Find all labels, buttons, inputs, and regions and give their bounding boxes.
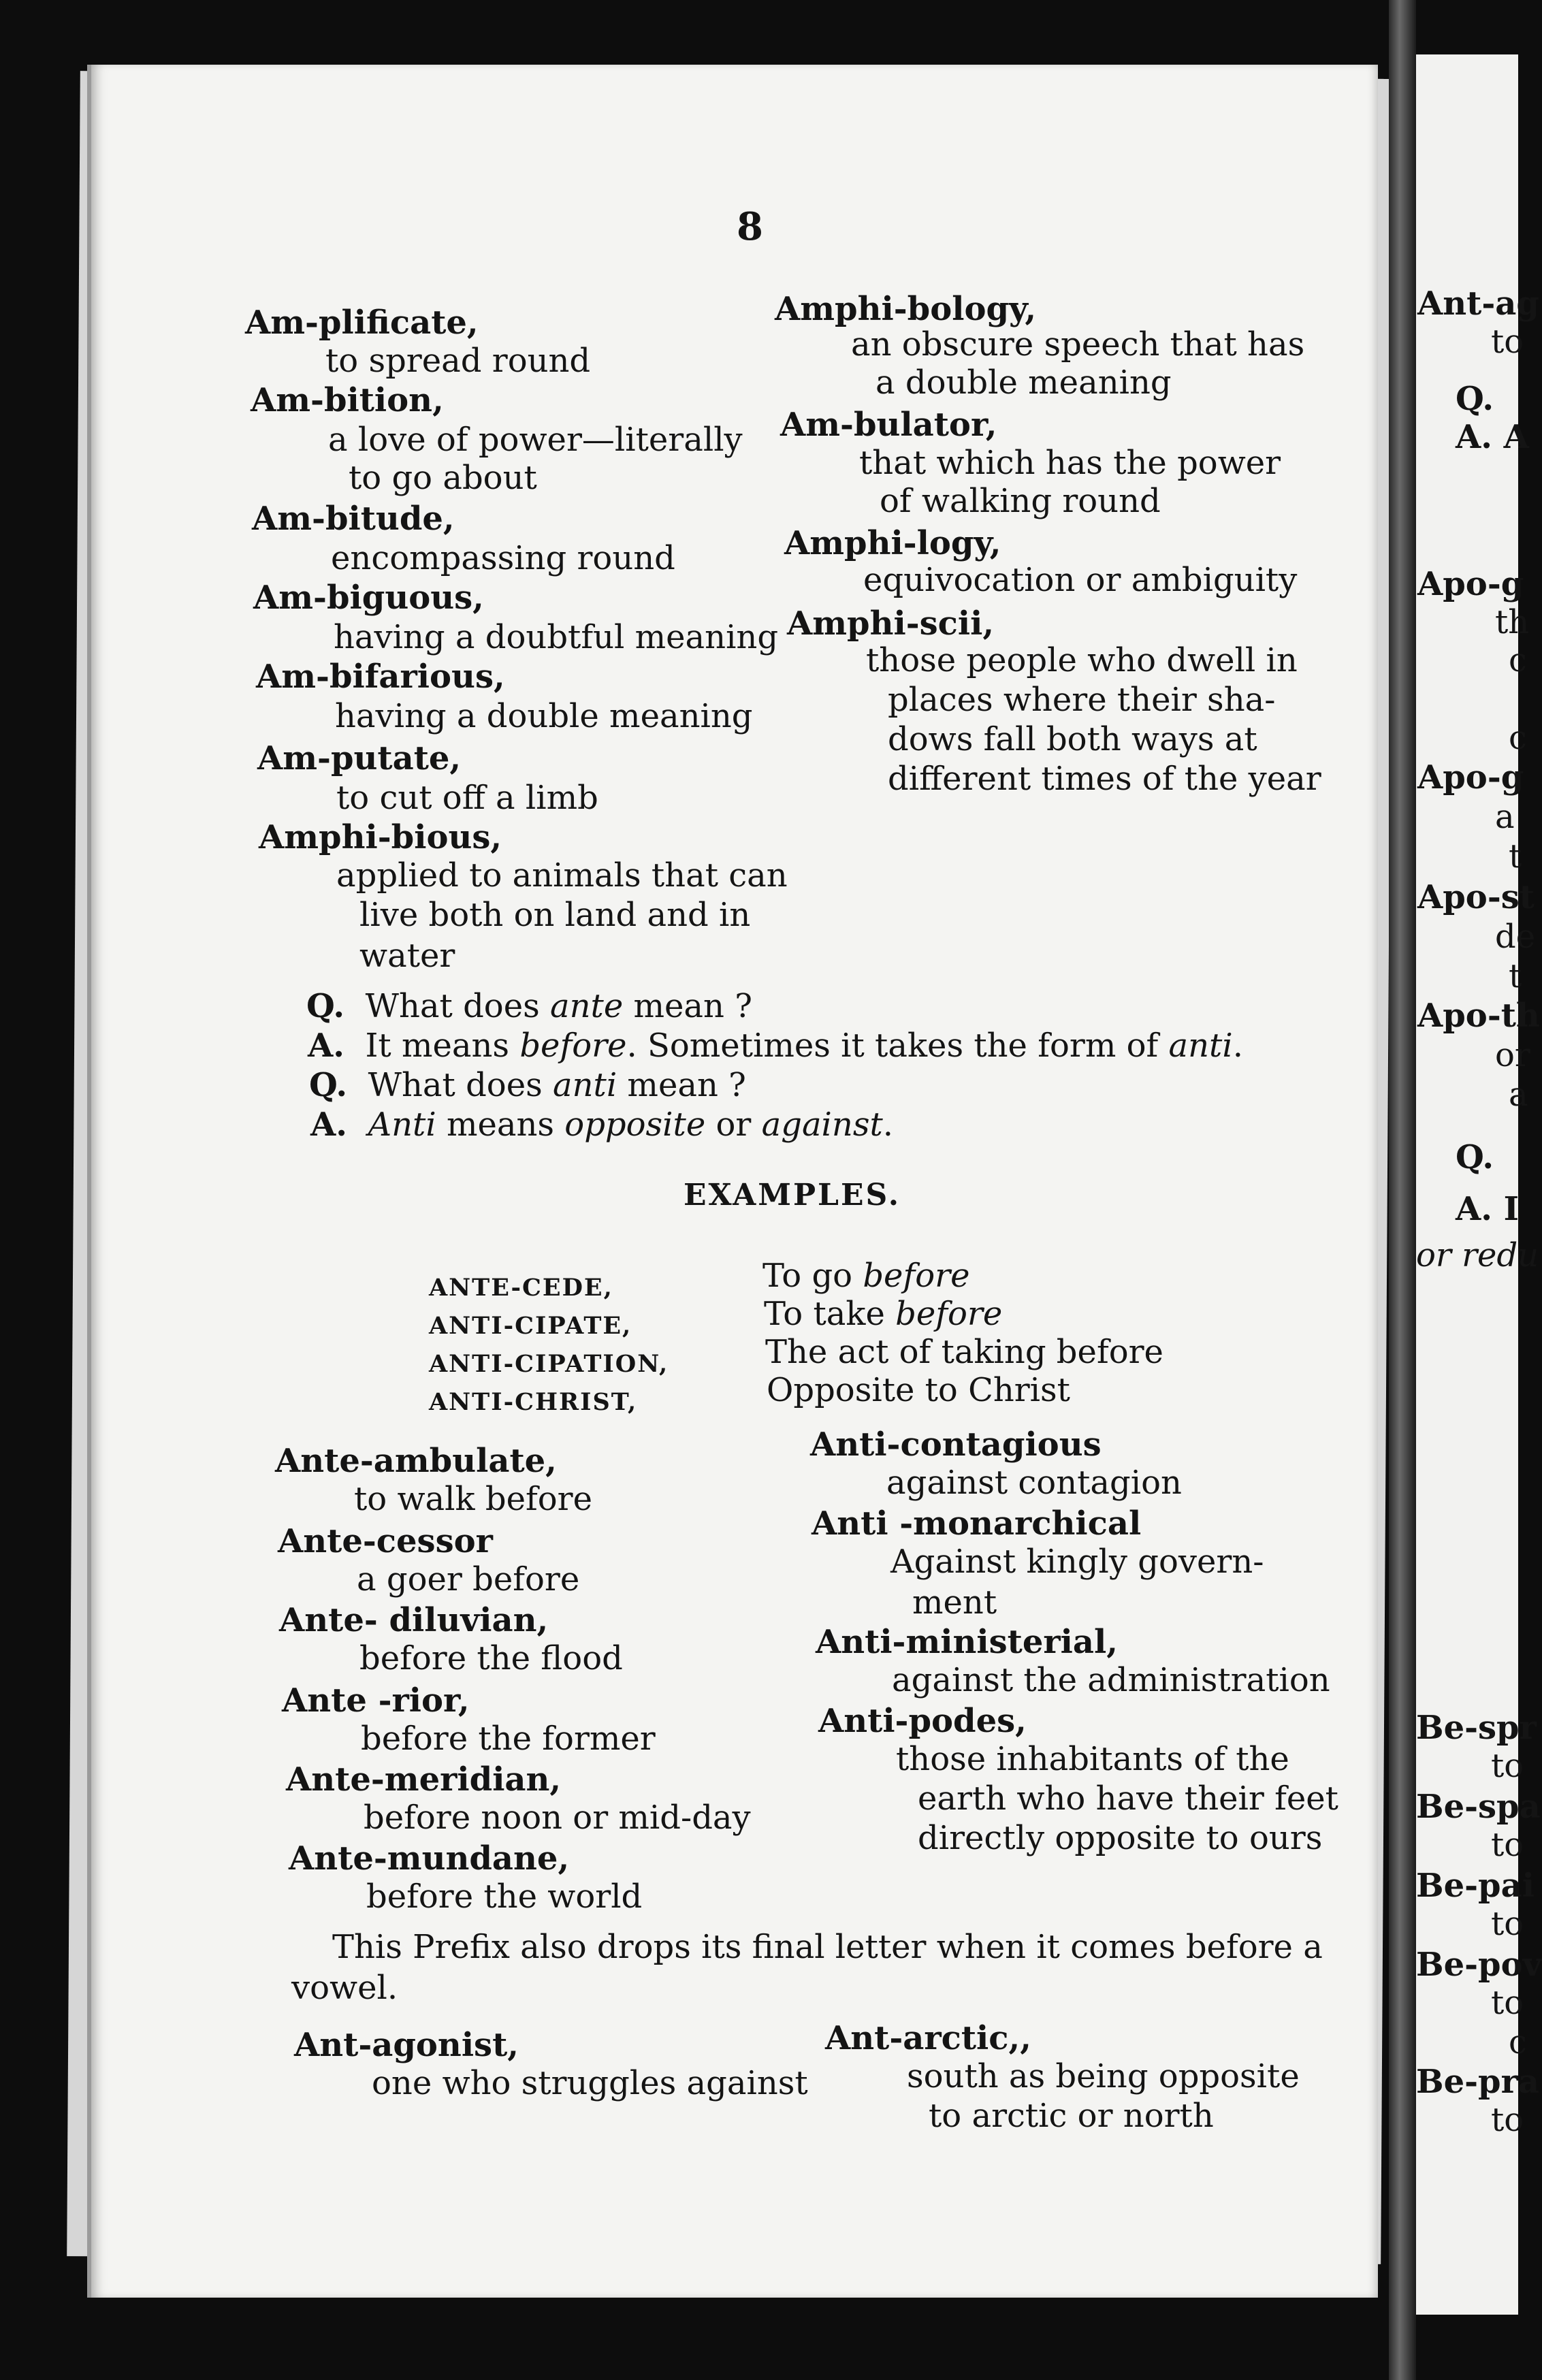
entry-definition: earth who have their feet bbox=[918, 1780, 1338, 1818]
facing-fragment: or redu bbox=[1416, 1236, 1539, 1274]
facing-fragment: to bbox=[1491, 323, 1524, 361]
qa-question: Q. What does anti mean ? bbox=[309, 1066, 746, 1104]
entry-definition: against the administration bbox=[892, 1661, 1330, 1699]
book-spine bbox=[1389, 0, 1416, 2380]
facing-fragment: c bbox=[1509, 641, 1527, 679]
example-word: ANTI-CIPATION, bbox=[429, 1350, 669, 1378]
entry-definition: directly opposite to ours bbox=[918, 1819, 1323, 1857]
entry-definition: before the world bbox=[366, 1878, 643, 1916]
qa-answer: A. Anti means opposite or against. bbox=[310, 1106, 894, 1144]
facing-fragment: c bbox=[1509, 2023, 1527, 2061]
entry-definition: having a doubtful meaning bbox=[334, 618, 779, 656]
facing-fragment: Q. bbox=[1456, 380, 1494, 418]
entry-definition: one who struggles against bbox=[372, 2064, 808, 2102]
qa-question: Q. What does ante mean ? bbox=[306, 987, 752, 1025]
entry-headword: Am-bifarious, bbox=[256, 658, 505, 696]
entry-definition: those people who dwell in bbox=[866, 641, 1298, 679]
entry-definition: a double meaning bbox=[876, 364, 1172, 402]
entry-headword: Ante-cessor bbox=[278, 1522, 493, 1560]
entry-headword: Ant-agonist, bbox=[294, 2026, 519, 2064]
entry-headword: Ante-ambulate, bbox=[275, 1442, 557, 1480]
entry-headword: Anti-contagious bbox=[810, 1426, 1102, 1464]
facing-fragment: Apo-st bbox=[1417, 878, 1535, 916]
entry-definition: before noon or mid-day bbox=[364, 1799, 751, 1837]
entry-definition: to arctic or north bbox=[929, 2097, 1214, 2135]
entry-definition: equivocation or ambiguity bbox=[863, 561, 1298, 599]
prefix-note: This Prefix also drops its final letter when it comes before a bbox=[332, 1928, 1323, 1966]
entry-definition: to cut off a limb bbox=[336, 779, 598, 817]
example-meaning: To go before bbox=[762, 1257, 970, 1295]
entry-definition: water bbox=[359, 937, 455, 975]
entry-headword: Am-plificate, bbox=[245, 304, 479, 342]
example-word: ANTI-CHRIST, bbox=[429, 1388, 638, 1416]
facing-fragment: A. A bbox=[1456, 418, 1529, 456]
entry-definition: having a double meaning bbox=[335, 697, 753, 735]
facing-fragment: Apo-g bbox=[1417, 758, 1524, 797]
entry-definition: that which has the power bbox=[859, 444, 1281, 482]
facing-fragment: to bbox=[1491, 1747, 1524, 1785]
entry-definition: those inhabitants of the bbox=[896, 1740, 1289, 1778]
entry-headword: Ante- diluvian, bbox=[279, 1601, 549, 1639]
examples-heading: EXAMPLES. bbox=[684, 1178, 901, 1212]
facing-fragment: c bbox=[1509, 719, 1527, 757]
facing-fragment: Ant-ag bbox=[1417, 285, 1539, 323]
facing-fragment: de bbox=[1495, 918, 1536, 956]
entry-definition: to walk before bbox=[354, 1480, 592, 1518]
example-word: ANTI-CIPATE, bbox=[429, 1312, 632, 1340]
entry-definition: applied to animals that can bbox=[336, 856, 788, 895]
facing-fragment: Q. bbox=[1456, 1138, 1494, 1176]
facing-fragment: to bbox=[1491, 1984, 1524, 2022]
entry-headword: Amphi-scii, bbox=[787, 605, 995, 643]
facing-fragment: to bbox=[1491, 2101, 1524, 2139]
facing-fragment: t bbox=[1509, 957, 1522, 995]
example-meaning: Opposite to Christ bbox=[767, 1371, 1070, 1409]
entry-headword: Am-bition, bbox=[251, 381, 444, 419]
entry-definition: before the former bbox=[361, 1720, 656, 1758]
example-meaning: To take before bbox=[764, 1295, 1003, 1333]
page-number: 8 bbox=[737, 204, 763, 249]
entry-headword: Ante-meridian, bbox=[286, 1760, 562, 1799]
entry-headword: Anti-ministerial, bbox=[816, 1623, 1118, 1661]
entry-definition: before the flood bbox=[359, 1639, 623, 1677]
entry-definition: south as being opposite bbox=[907, 2057, 1300, 2095]
facing-fragment: th bbox=[1495, 603, 1530, 641]
entry-definition: places where their sha- bbox=[888, 681, 1276, 719]
entry-headword: Ante -rior, bbox=[282, 1682, 470, 1720]
facing-fragment: a bbox=[1509, 1076, 1528, 1114]
entry-headword: Amphi-bology, bbox=[775, 290, 1037, 328]
facing-fragment: Be-pai bbox=[1416, 1867, 1535, 1905]
facing-fragment: to bbox=[1491, 1905, 1524, 1943]
facing-fragment: Be-pra bbox=[1416, 2063, 1539, 2101]
facing-fragment: t bbox=[1509, 837, 1522, 875]
facing-fragment: Be-spa bbox=[1416, 1788, 1541, 1826]
entry-headword: Ante-mundane, bbox=[289, 1839, 570, 1878]
entry-definition: Against kingly govern- bbox=[890, 1543, 1264, 1581]
prefix-note: vowel. bbox=[291, 1969, 398, 2007]
entry-definition: to spread round bbox=[325, 342, 591, 380]
entry-definition: against contagion bbox=[886, 1464, 1182, 1502]
facing-fragment: to bbox=[1491, 1826, 1524, 1864]
entry-headword: Anti -monarchical bbox=[812, 1505, 1142, 1543]
facing-fragment: A. I bbox=[1456, 1190, 1520, 1228]
entry-headword: Am-biguous, bbox=[253, 579, 484, 617]
entry-definition: ment bbox=[912, 1583, 997, 1622]
facing-page bbox=[1416, 54, 1542, 2315]
facing-fragment: Apo-g bbox=[1417, 565, 1524, 603]
entry-headword: Ant-arctic,, bbox=[825, 2019, 1031, 2057]
facing-fragment: a bbox=[1495, 798, 1515, 836]
facing-fragment: Apo-th bbox=[1417, 997, 1540, 1035]
entry-definition: dows fall both ways at bbox=[888, 720, 1257, 758]
entry-headword: Am-bitude, bbox=[252, 500, 455, 538]
entry-definition: a love of power—literally bbox=[328, 421, 743, 459]
entry-definition: of walking round bbox=[880, 482, 1161, 520]
facing-fragment: Be-spr bbox=[1416, 1709, 1537, 1747]
entry-headword: Amphi-bious, bbox=[259, 818, 502, 856]
example-meaning: The act of taking before bbox=[765, 1333, 1163, 1371]
entry-definition: live both on land and in bbox=[359, 896, 751, 934]
entry-headword: Am-bulator, bbox=[780, 406, 997, 444]
facing-fragment: Be-pov bbox=[1416, 1946, 1542, 1984]
entry-headword: Anti-podes, bbox=[818, 1702, 1027, 1740]
entry-definition: an obscure speech that has bbox=[851, 325, 1305, 364]
entry-definition: to go about bbox=[349, 459, 537, 497]
entry-headword: Amphi-logy, bbox=[784, 524, 1001, 562]
facing-fragment: or bbox=[1495, 1036, 1530, 1074]
qa-answer: A. It means before. Sometimes it takes the form of anti. bbox=[308, 1027, 1243, 1065]
entry-definition: encompassing round bbox=[331, 539, 675, 577]
entry-definition: a goer before bbox=[357, 1560, 580, 1598]
example-word: ANTE-CEDE, bbox=[429, 1274, 613, 1302]
entry-definition: different times of the year bbox=[888, 760, 1321, 798]
entry-headword: Am-putate, bbox=[257, 739, 462, 777]
